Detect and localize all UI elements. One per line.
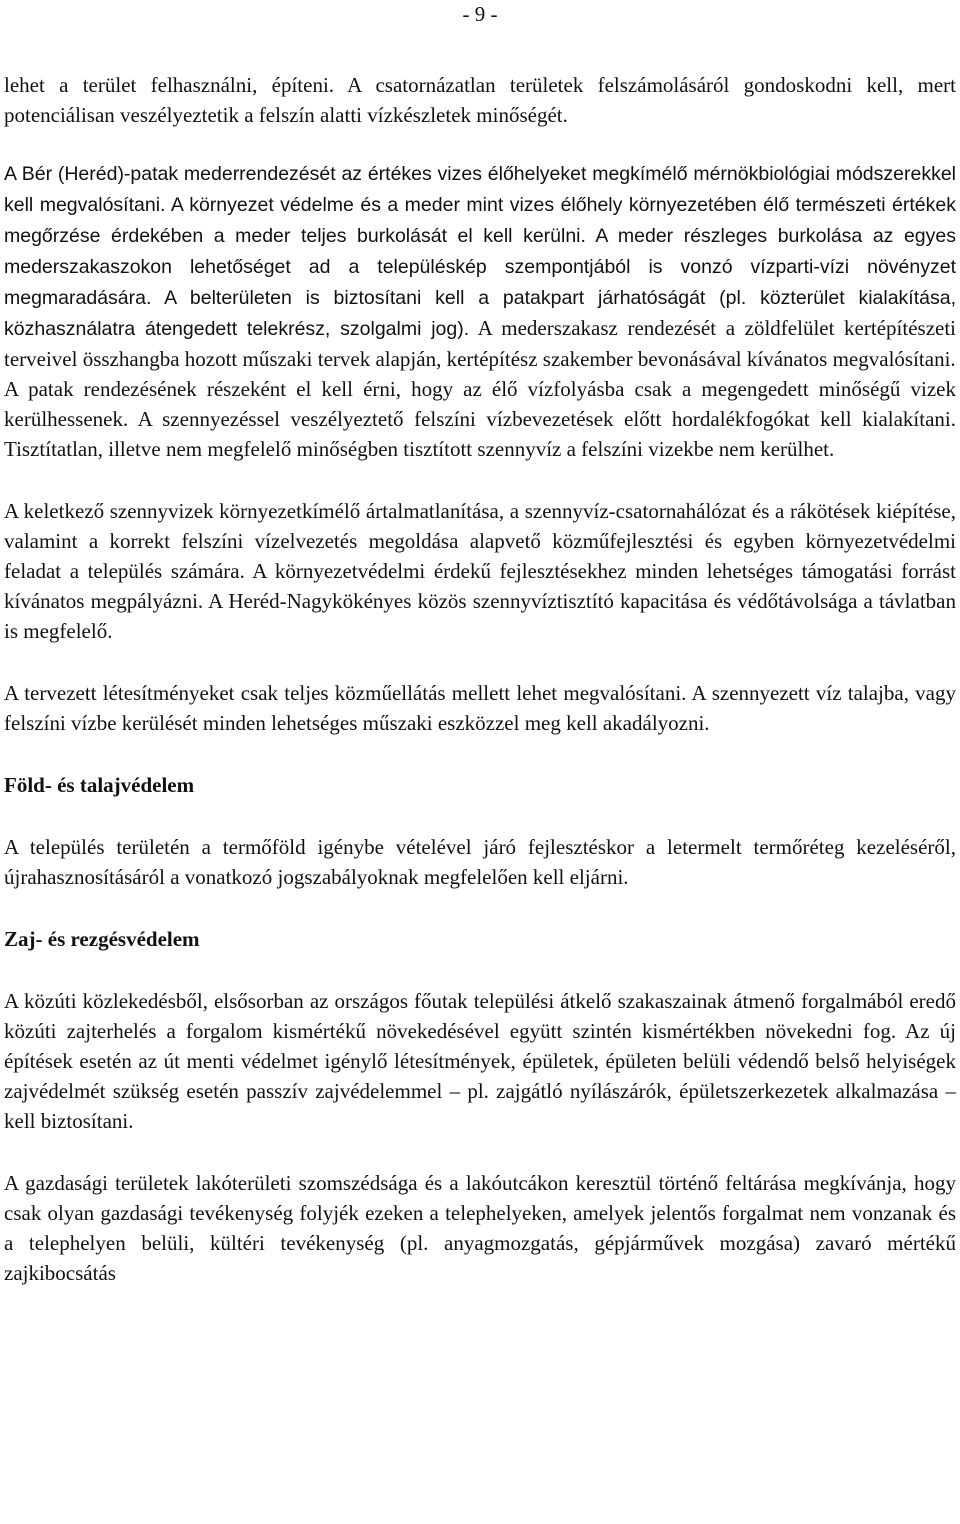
paragraph-8: A gazdasági területek lakóterületi szomszédsága és a lakóutcákon keresztül történő feltárása megkívánja, hogy csak olyan gazdasági tevékenység folyjék ezeken a telephelyeken, amelyek jelentős forgalmat nem vonzanak és a telephelyen belüli, kültéri tevékenység (pl. anyagmozgatás, gépjárművek mozgása) zavaró mértékű zajkibocsátás bbox=[4, 1171, 956, 1285]
paragraph-2-serif-part: A mederszakasz rendezését a zöldfelület kertépítészeti terveivel összhangba hozott műszaki tervek alapján, kertépítész szakember bevonásával kívánatos megvalósítani. bbox=[4, 316, 957, 371]
paragraph-1: lehet a terület felhasználni, építeni. A csatornázatlan területek felszámolásáról gondoskodni kell, mert potenciálisan veszélyeztetik a felszín alatti vízkészletek minőségét. bbox=[4, 73, 956, 127]
paragraph-6: A település területén a termőföld igénybe vételével járó fejlesztéskor a letermelt termőréteg kezeléséről, újrahasznosításáról a vonatkozó jogszabályoknak megfelelően kell eljárni. bbox=[4, 835, 956, 889]
section-heading-noise: Zaj- és rezgésvédelem bbox=[4, 927, 200, 951]
paragraph-5: A tervezett létesítményeket csak teljes közműellátás mellett lehet megvalósítani. A szennyezett víz talajba, vagy felszíni vízbe kerülését minden lehetséges műszaki eszközzel meg kell akadályozni. bbox=[4, 681, 956, 735]
section-heading-soil: Föld- és talajvédelem bbox=[4, 773, 195, 797]
document-body bbox=[4, 70, 956, 1288]
page-number: - 9 - bbox=[462, 2, 498, 26]
paragraph-3: A patak rendezésének részeként el kell érni, hogy az élő vízfolyásba csak a megengedett minőségű vizek kerülhessenek. A szennyezéssel veszélyeztető felszíni vízbevezetések előtt hordalékfogókat kell kialakítani. Tisztítatlan, illetve nem megfelelő minőségben tisztított szennyvíz a felszíni vizekbe nem kerülhet. bbox=[4, 377, 956, 461]
paragraph-7: A közúti közlekedésből, elsősorban az országos főutak települési átkelő szakaszainak átmenő forgalmából eredő közúti zajterhelés a forgalom kismértékű növekedésével együtt szintén kismértékben növekedni fog. Az új építések esetén az út menti védelmet igénylő létesítmények, épületek, épületen belüli védendő belső helyiségek zajvédelmét szükség esetén passzív zajvédelemmel – pl. zajgátló nyílászárók, épületszerkezetek alkalmazása – kell biztosítani. bbox=[4, 989, 956, 1133]
paragraph-2-sans-part: A Bér (Heréd)-patak mederrendezését az értékes vizes élőhelyeket megkímélő mérnökbiológiai módszerekkel kell megvalósítani. A környezet védelme és a meder mint vizes élőhely környezetében élő természeti értékek megőrzése érdekében a meder teljes burkolását el kell kerülni. A meder részleges burkolása az egyes mederszakaszokon lehetőséget ad a településkép szempontjából is vonzó vízparti-vízi növényzet megmaradására. A belterületen is biztosítani kell a patakpart járhatóságát (pl. közterület kialakítása, közhasználatra átengedett telekrész, szolgalmi jog). bbox=[4, 163, 956, 340]
paragraph-2 bbox=[4, 158, 956, 374]
paragraph-4: A keletkező szennyvizek környezetkímélő ártalmatlanítása, a szennyvíz-csatornahálózat és a rákötések kiépítése, valamint a korrekt felszíni vízelvezetés megoldása alapvető közműfejlesztési és egyben környezetvédelmi feladat a település számára. A környezetvédelmi érdekű fejlesztésekhez minden lehetséges támogatási forrást kívánatos megpályázni. A Heréd-Nagykökényes közös szennyvíztisztító kapacitása és védőtávolsága a távlatban is megfelelő. bbox=[4, 499, 956, 643]
